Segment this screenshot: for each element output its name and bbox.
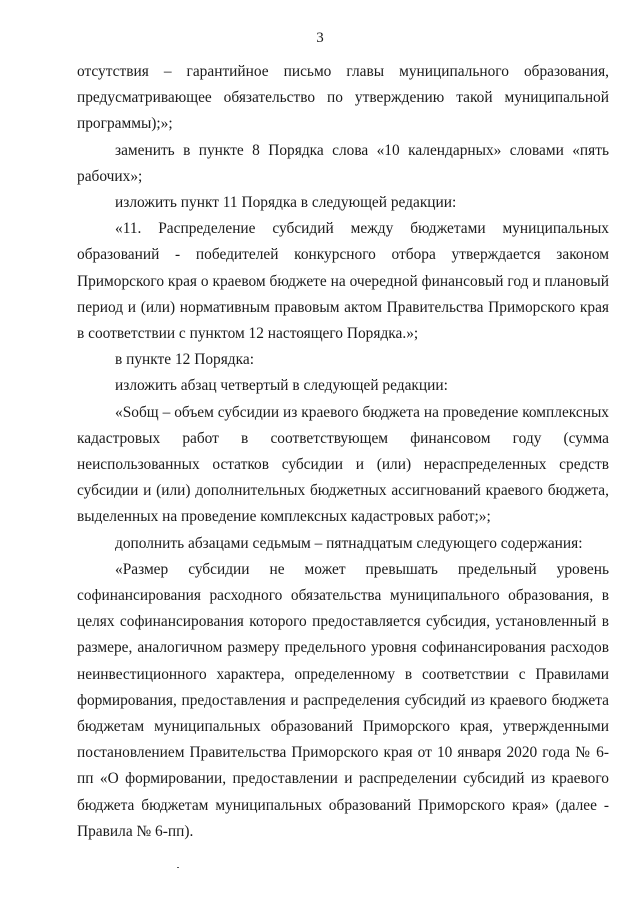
paragraph-4: «11. Распределение субсидий между бюджетами муниципальных образований - победителей конкурсного отбора утверждается законом Приморского края о краевом бюджете на очередной финансовый год и плановый период и (или) нормативным правовым актом Правительства Приморского края в соответствии с пунктом 12 настоящего Порядка.»; [77,220,609,343]
paragraph-6: изложить абзац четвертый в следующей редакции: [115,377,448,395]
paragraph-2: заменить в пункте 8 Порядка слова «10 календарных» словами «пять рабочих»; [77,141,609,185]
paragraph-8: дополнить абзацами седьмым – пятнадцатым следующего содержания: [115,534,583,552]
paragraph-7: «Sобщ – объем субсидии из краевого бюджета на проведение комплексных кадастровых работ в соответствующем финансовом году (сумма неиспользованных остатков субсидии и (или) нераспределенных средств субсидии и (или) дополнительных бюджетных ассигнований краевого бюджета, выделенных на проведение комплексных кадастровых работ;»; [77,403,609,526]
paragraph-1: отсутствия – гарантийное письмо главы муниципального образования, предусматривающее обязательство по утверждению такой муниципальной программы);»; [77,63,609,133]
page-number: 3 [316,30,324,46]
document-body [77,59,609,845]
scan-artifact [177,867,179,868]
paragraph-5: в пункте 12 Порядка: [115,351,254,369]
paragraph-9: «Размер субсидии не может превышать предельный уровень софинансирования расходного обязательства муниципального образования, в целях софинансирования которого предоставляется субсидия, установленный в размере, аналогичном размеру предельного уровня софинансирования расходов неинвестиционного характера, определенному в соответствии с Правилами формирования, предоставления и распределения субсидий из краевого бюджета бюджетам муниципальных образований Приморского края, утвержденными постановлением Правительства Приморского края от 10 января 2020 года № 6-пп «О формировании, предоставлении и распределении субсидий из краевого бюджета бюджетам муниципальных образований Приморского края» (далее - Правила № 6-пп). [77,560,609,840]
paragraph-3: изложить пункт 11 Порядка в следующей редакции: [115,194,457,212]
